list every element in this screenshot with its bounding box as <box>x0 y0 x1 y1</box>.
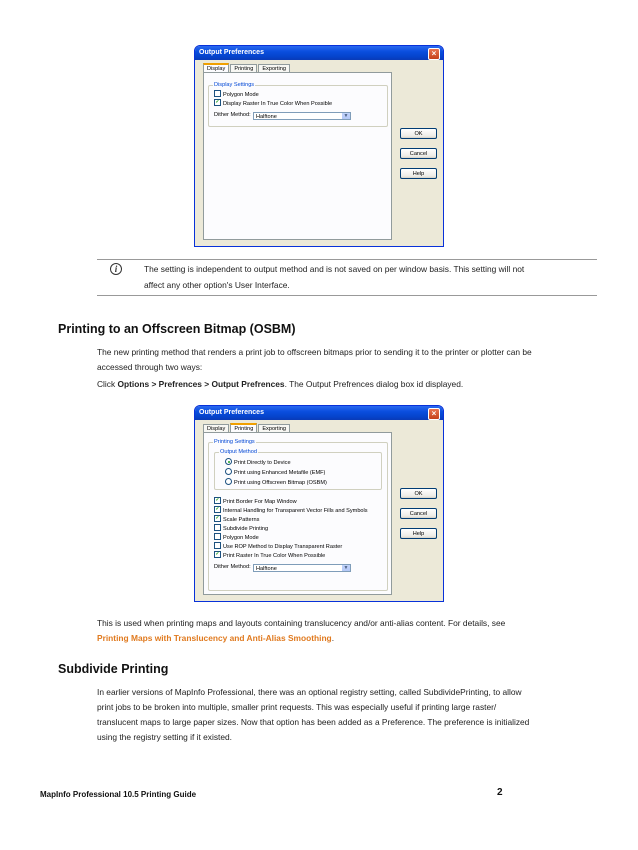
info-icon: i <box>110 263 122 275</box>
instruction-suffix: . The Output Prefrences dialog box id displayed. <box>284 379 464 389</box>
select-value: Halftone <box>256 114 277 120</box>
ok-button[interactable]: OK <box>400 128 437 139</box>
display-raster-true-color-checkbox[interactable] <box>214 100 332 107</box>
period: . <box>331 633 335 643</box>
print-directly-radio[interactable] <box>225 459 291 466</box>
chevron-down-icon[interactable]: ▼ <box>343 113 349 119</box>
cancel-button[interactable]: Cancel <box>400 148 437 159</box>
checkbox-label: Polygon Mode <box>223 91 259 98</box>
section-heading-subdivide: Subdivide Printing <box>58 662 169 676</box>
checkbox-icon[interactable] <box>214 542 221 549</box>
footer-title: MapInfo Professional 10.5 Printing Guide <box>40 790 197 799</box>
radio-label: Print Directly to Device <box>234 459 291 466</box>
section-heading-osbm: Printing to an Offscreen Bitmap (OSBM) <box>58 322 296 336</box>
checkbox-checked-icon[interactable]: ✓ <box>215 506 220 512</box>
ok-button[interactable]: OK <box>400 488 437 499</box>
polygon-mode-checkbox[interactable] <box>214 534 259 541</box>
subdivide-para-line-2: print jobs to be broken into multiple, smaller print requests. This was especially useful if printing large raster/ <box>97 702 497 712</box>
display-settings-group <box>208 82 388 127</box>
dither-method-label: Dither Method: <box>214 112 251 118</box>
section1-click-instruction <box>97 378 463 391</box>
subdivide-printing-checkbox[interactable] <box>214 525 268 532</box>
checkbox-icon[interactable] <box>214 90 221 97</box>
subdivide-para-line-3: translucent maps to large paper sizes. Now that option has been added as a Preference. The preference is initialized <box>97 717 530 727</box>
checkbox-checked-icon[interactable]: ✓ <box>215 515 220 521</box>
translucency-para-line-1: This is used when printing maps and layouts containing translucency and/or anti-alias content. For details, see <box>97 618 506 628</box>
group-title: Printing Settings <box>214 439 255 445</box>
menu-path: Options > Prefrences > Output Prefrences <box>117 379 285 389</box>
dialog-title: Output Preferences <box>199 409 264 416</box>
radio-icon[interactable] <box>225 478 232 485</box>
section1-para-line-1: The new printing method that renders a print job to offscreen bitmaps prior to sending it to the printer or plotter can be <box>97 347 532 357</box>
tab-exporting[interactable]: Exporting <box>258 64 290 73</box>
dialog-title-bar[interactable] <box>195 406 443 420</box>
checkbox-icon[interactable] <box>214 524 221 531</box>
checkbox-label: Subdivide Printing <box>223 525 269 532</box>
radio-label: Print using Enhanced Metafile (EMF) <box>234 469 326 476</box>
dialog-title: Output Preferences <box>199 49 264 56</box>
checkbox-label: Polygon Mode <box>223 534 259 541</box>
close-icon[interactable]: × <box>428 408 440 420</box>
print-border-checkbox[interactable] <box>214 498 297 505</box>
tab-exporting[interactable]: Exporting <box>258 424 290 433</box>
tab-panel <box>203 432 392 595</box>
tab-printing[interactable]: Printing <box>230 423 257 433</box>
radio-icon[interactable] <box>225 468 232 475</box>
checkbox-icon[interactable] <box>214 533 221 540</box>
internal-handling-checkbox[interactable] <box>214 507 368 514</box>
cancel-button[interactable]: Cancel <box>400 508 437 519</box>
dither-method-select[interactable] <box>253 564 351 572</box>
scale-patterns-checkbox[interactable] <box>214 516 259 523</box>
output-method-group <box>214 449 382 490</box>
subdivide-para-line-1: In earlier versions of MapInfo Professional, there was an optional registry setting, called SubdividePrinting, to allow <box>97 687 522 697</box>
dither-method-label: Dither Method: <box>214 564 251 570</box>
dialog-tabs <box>203 423 291 432</box>
translucency-para-line-2 <box>97 632 334 645</box>
checkbox-label: Use ROP Method to Display Transparent Raster <box>223 543 343 550</box>
printing-settings-group <box>208 439 388 591</box>
help-button[interactable]: Help <box>400 528 437 539</box>
tab-display[interactable]: Display <box>203 424 229 433</box>
checkbox-label: Print Raster In True Color When Possible <box>223 552 326 559</box>
dialog-title-bar[interactable] <box>195 46 443 60</box>
checkbox-checked-icon[interactable]: ✓ <box>215 497 220 503</box>
translucency-link[interactable]: Printing Maps with Translucency and Anti-Alias Smoothing <box>97 633 332 643</box>
output-preferences-dialog-printing <box>194 405 444 602</box>
polygon-mode-checkbox[interactable] <box>214 91 259 98</box>
note-top-rule <box>97 259 597 260</box>
radio-selected-icon[interactable] <box>225 458 232 465</box>
checkbox-checked-icon[interactable]: ✓ <box>215 551 220 557</box>
tab-display[interactable]: Display <box>203 63 229 73</box>
print-osbm-radio[interactable] <box>225 479 327 486</box>
note-line-2: affect any other option's User Interface. <box>144 280 290 290</box>
tab-printing[interactable]: Printing <box>230 64 257 73</box>
note-bottom-rule <box>97 295 597 296</box>
subdivide-para-line-4: using the registry setting if it existed. <box>97 732 232 742</box>
checkbox-label: Display Raster In True Color When Possible <box>223 100 333 107</box>
print-emf-radio[interactable] <box>225 469 325 476</box>
checkbox-label: Internal Handling for Transparent Vector Fills and Symbols <box>223 507 368 514</box>
page-number: 2 <box>497 787 503 798</box>
dither-method-select[interactable] <box>253 112 351 120</box>
checkbox-checked-icon[interactable]: ✓ <box>215 99 220 105</box>
output-preferences-dialog-display <box>194 45 444 247</box>
close-icon[interactable]: × <box>428 48 440 60</box>
rop-method-checkbox[interactable] <box>214 543 342 550</box>
print-raster-true-color-checkbox[interactable] <box>214 552 325 559</box>
help-button[interactable]: Help <box>400 168 437 179</box>
checkbox-label: Scale Patterns <box>223 516 260 523</box>
radio-label: Print using Offscreen Bitmap (OSBM) <box>234 479 327 486</box>
select-value: Halftone <box>256 566 277 572</box>
dialog-tabs <box>203 63 291 72</box>
tab-panel <box>203 72 392 240</box>
group-title: Output Method <box>220 449 258 455</box>
section1-para-line-2: accessed through two ways: <box>97 362 203 372</box>
note-line-1: The setting is independent to output method and is not saved on per window basis. This setting will not <box>144 264 525 274</box>
checkbox-label: Print Border For Map Window <box>223 498 297 505</box>
chevron-down-icon[interactable]: ▼ <box>343 565 349 571</box>
group-title: Display Settings <box>214 82 255 88</box>
instruction-prefix: Click <box>97 379 118 389</box>
